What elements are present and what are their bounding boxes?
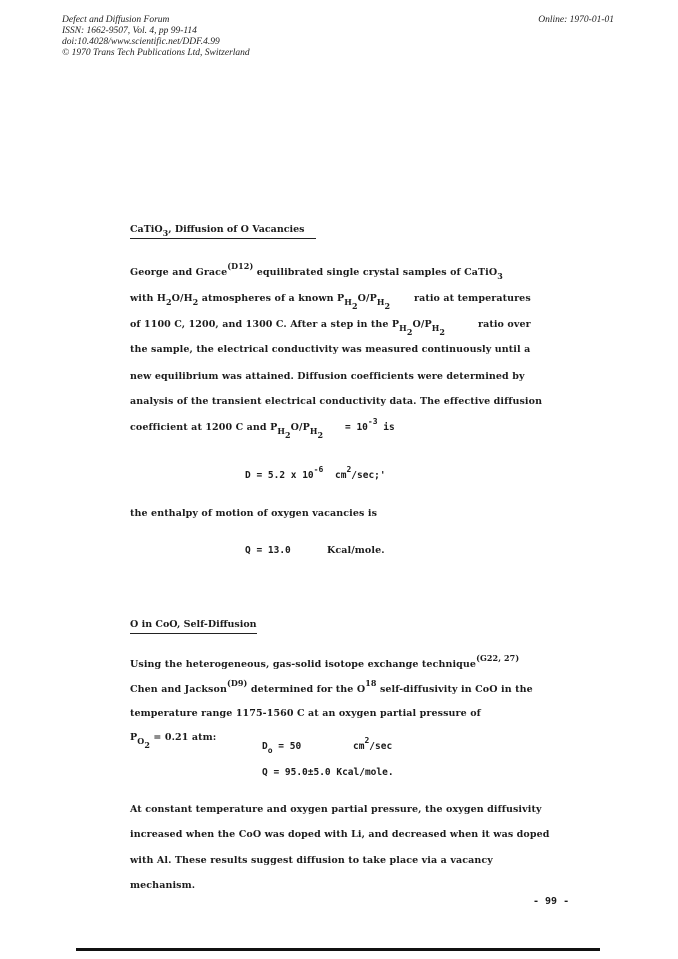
text: atmospheres of a known P <box>198 293 345 304</box>
subscript: 3 <box>497 271 503 281</box>
subscript: 2 <box>144 740 150 750</box>
paragraph-line: the enthalpy of motion of oxygen vacancies is <box>130 508 378 519</box>
text: O/P <box>357 293 377 304</box>
subscript: H <box>376 297 385 307</box>
subscript: O <box>137 736 145 746</box>
text: Using the heterogeneous, gas-solid isotope exchange technique <box>130 659 477 670</box>
doi-line: doi:10.4028/www.scientific.net/DDF.4.99 <box>62 37 220 47</box>
paragraph-line: temperature range 1175-1560 C at an oxygen partial pressure of <box>130 708 481 719</box>
paragraph-line: the sample, the electrical conductivity was measured continuously until a <box>130 344 531 355</box>
text: O/P <box>290 422 310 433</box>
text: cm <box>335 470 347 481</box>
exponent-expression <box>345 417 395 433</box>
reference: (D9) <box>226 678 248 688</box>
paragraph-line-end: ratio over <box>478 319 531 330</box>
superscript: -3 <box>367 417 378 426</box>
reference: (D12) <box>227 261 254 271</box>
paragraph-line <box>130 678 533 695</box>
paragraph-line: mechanism. <box>130 880 196 891</box>
subscript: 2 <box>284 430 291 440</box>
copyright-line: © 1970 Trans Tech Publications Ltd, Switzerland <box>62 48 250 58</box>
subscript: o <box>267 746 273 755</box>
text: Chen and Jackson <box>130 684 227 695</box>
paragraph-line <box>130 261 503 281</box>
equation-units <box>335 465 386 481</box>
text: /sec <box>369 741 393 752</box>
subscript: 2 <box>192 297 199 307</box>
subscript: H <box>309 426 318 436</box>
subscript: H <box>399 323 407 333</box>
paragraph-line: with Al. These results suggest diffusion to take place via a vacancy <box>130 855 493 866</box>
text: George and Grace <box>130 267 228 278</box>
text: = 10 <box>345 422 368 433</box>
section-title-catio3 <box>130 224 316 239</box>
text: is <box>377 422 395 433</box>
text: O/H <box>171 293 193 304</box>
superscript: 2 <box>346 465 352 474</box>
text: = 0.21 atm: <box>150 732 217 743</box>
issn-line: ISSN: 1662-9507, Vol. 4, pp 99-114 <box>62 26 197 36</box>
paragraph-line-end: ratio at temperatures <box>414 293 531 304</box>
paragraph-line: increased when the CoO was doped with Li, and decreased when it was doped <box>130 829 550 840</box>
bottom-rule <box>76 948 600 951</box>
text: P <box>130 732 138 743</box>
section-title-coo: O in CoO, Self-Diffusion <box>130 619 257 634</box>
subscript: 2 <box>439 327 446 337</box>
online-date: Online: 1970-01-01 <box>538 15 614 25</box>
journal-name: Defect and Diffusion Forum <box>62 15 170 25</box>
equation-d0 <box>262 741 302 755</box>
subscript: 2 <box>384 301 391 311</box>
text: = 50 <box>272 741 302 752</box>
subscript: 2 <box>165 297 172 307</box>
text: self-diffusivity in CoO in the <box>376 684 533 695</box>
text: D = 5.2 x 10 <box>245 470 314 481</box>
text: D <box>262 741 268 752</box>
subscript: H <box>277 426 285 436</box>
page-number: - 99 - <box>533 896 570 907</box>
text: with H <box>130 293 166 304</box>
subscript: 2 <box>406 327 413 337</box>
text: cm <box>353 741 365 752</box>
superscript: -6 <box>313 465 324 474</box>
paragraph-line: At constant temperature and oxygen partial pressure, the oxygen diffusivity <box>130 804 542 815</box>
text: O/P <box>412 319 432 330</box>
oxygen-pressure <box>130 732 217 750</box>
paragraph-line <box>130 319 446 337</box>
subscript: H <box>344 297 352 307</box>
text: coefficient at 1200 C and P <box>130 422 278 433</box>
equation-activation: Q = 95.0±5.0 Kcal/mole. <box>262 767 394 778</box>
text: of 1100 C, 1200, and 1300 C. After a step in the P <box>130 319 400 330</box>
text: equilibrated single crystal samples of CaTiO <box>253 267 498 278</box>
title-text-post: , Diffusion of O Vacancies <box>168 224 305 235</box>
equation-diffusion <box>245 465 324 481</box>
subscript: 2 <box>351 301 358 311</box>
text: /sec;' <box>351 470 386 481</box>
superscript: 2 <box>364 736 370 745</box>
equation-units: Kcal/mole. <box>327 545 385 556</box>
text: determined for the O <box>247 684 366 695</box>
subscript: H <box>431 323 440 333</box>
paragraph-line <box>130 293 391 311</box>
superscript: 18 <box>365 678 377 688</box>
equation-units <box>353 736 393 752</box>
reference: (G22, 27) <box>476 653 520 663</box>
journal-header <box>62 15 250 59</box>
subscript: 2 <box>317 430 324 440</box>
paragraph-line: new equilibrium was attained. Diffusion coefficients were determined by <box>130 371 525 382</box>
equation-enthalpy: Q = 13.0 <box>245 545 291 556</box>
title-text: CaTiO <box>130 224 163 235</box>
paragraph-line <box>130 653 520 670</box>
paragraph-line <box>130 422 324 440</box>
title-sub: 3 <box>162 228 169 238</box>
paragraph-line: analysis of the transient electrical conductivity data. The effective diffusion <box>130 396 543 407</box>
